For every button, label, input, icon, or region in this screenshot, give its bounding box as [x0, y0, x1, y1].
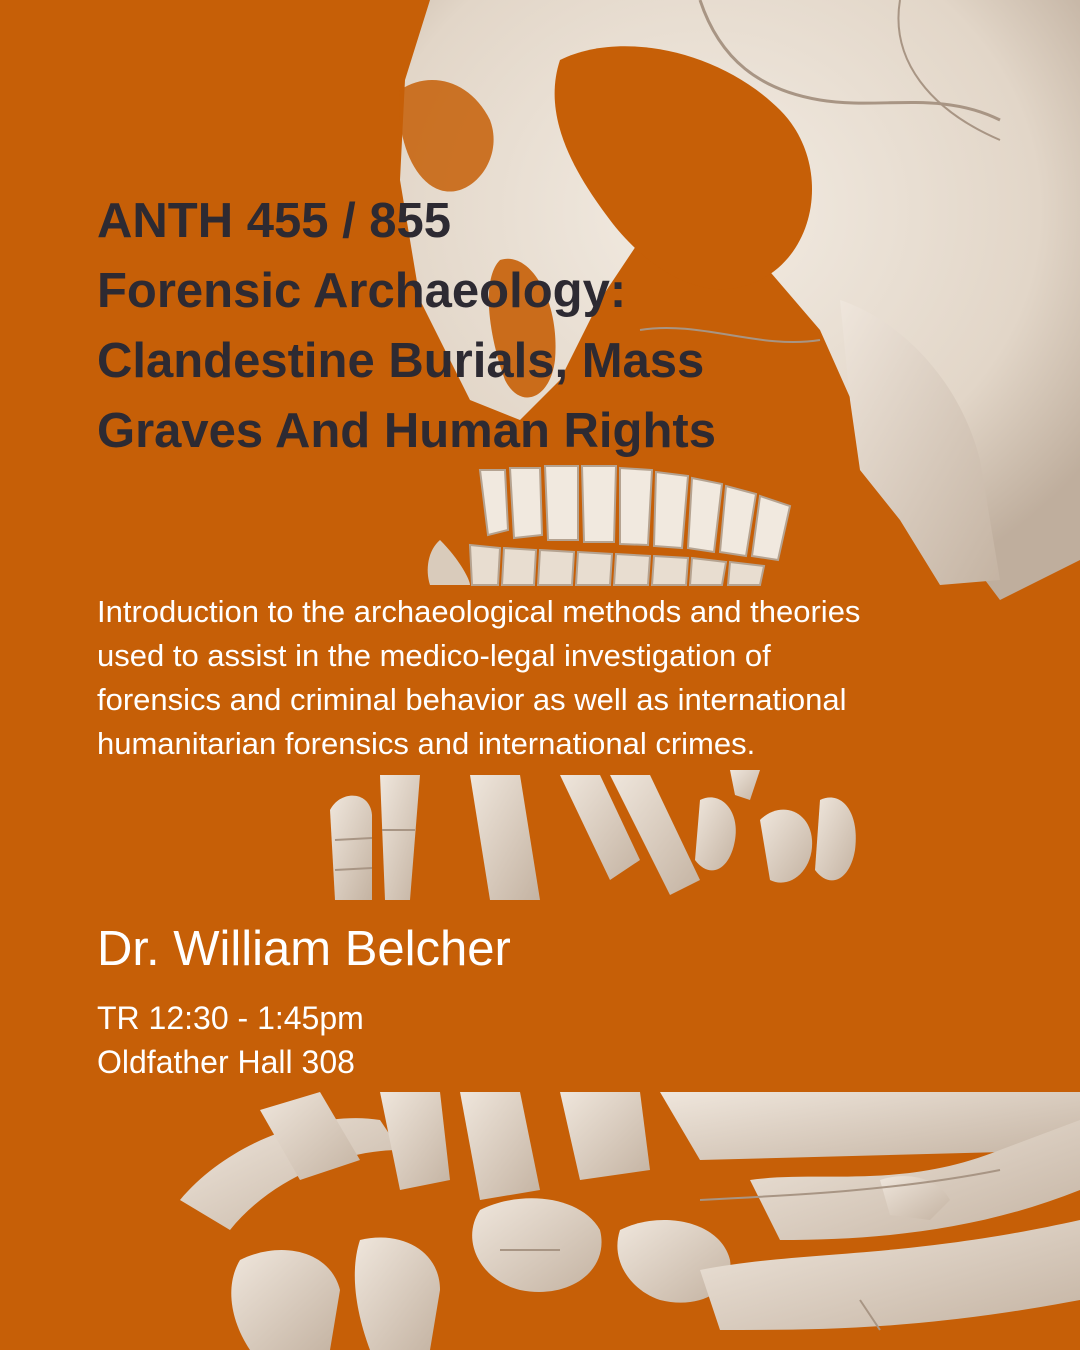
instructor-name: Dr. William Belcher	[97, 922, 511, 976]
course-title-line-1: Forensic Archaeology:	[97, 264, 627, 318]
course-description	[97, 590, 1027, 766]
course-title-block	[97, 186, 997, 466]
course-title-line-2: Clandestine Burials, Mass	[97, 334, 705, 388]
schedule-block	[97, 996, 364, 1084]
course-title-line-3: Graves And Human Rights	[97, 404, 716, 458]
hand-bones	[330, 770, 856, 900]
upper-teeth	[480, 466, 790, 560]
description-line: used to assist in the medico-legal investigation of	[97, 638, 771, 673]
class-location: Oldfather Hall 308	[97, 1044, 355, 1080]
description-line: humanitarian forensics and international crimes.	[97, 726, 756, 761]
description-line: Introduction to the archaeological methods and theories	[97, 594, 861, 629]
class-time: TR 12:30 - 1:45pm	[97, 1000, 364, 1036]
description-line: forensics and criminal behavior as well as international	[97, 682, 847, 717]
course-code: ANTH 455 / 855	[97, 194, 452, 248]
rib-bones	[180, 1092, 1080, 1350]
